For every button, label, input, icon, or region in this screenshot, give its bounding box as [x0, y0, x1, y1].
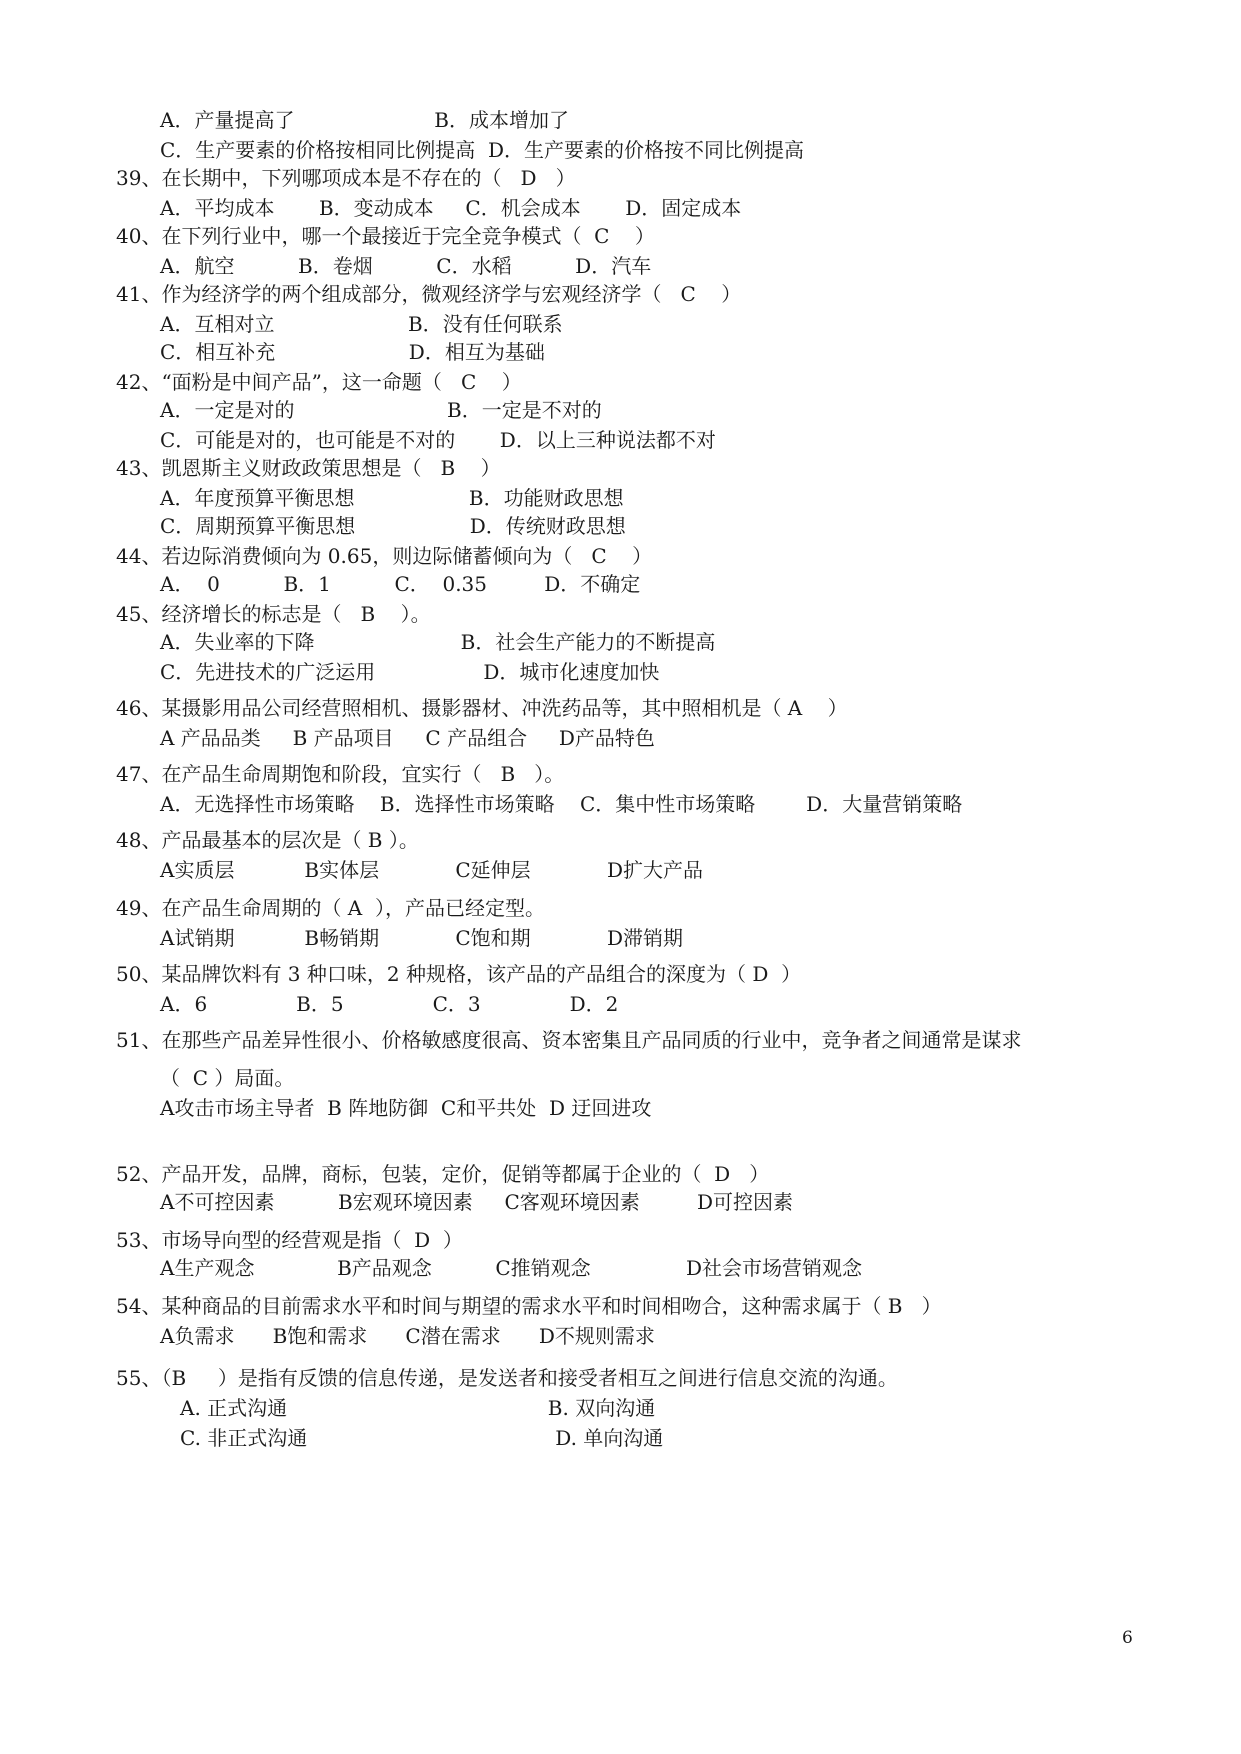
- question-52: 52、产品开发，品牌，商标，包装，定价，促销等都属于企业的（ D ）: [116, 1162, 770, 1186]
- question-41: 41、作为经济学的两个组成部分，微观经济学与宏观经济学（ C ）: [116, 282, 742, 306]
- question-46: 46、某摄影用品公司经营照相机、摄影器材、冲洗药品等，其中照相机是（ A ）: [116, 696, 848, 720]
- question-39: 39、在长期中，下列哪项成本是不存在的（ D ）: [116, 166, 576, 190]
- option-line: A．产量提高了 B．成本增加了: [160, 108, 570, 132]
- option-line: C．可能是对的，也可能是不对的 D．以上三种说法都不对: [160, 428, 716, 452]
- option-line: A．互相对立 B．没有任何联系: [160, 312, 563, 336]
- option-line: A．6 B．5 C．3 D．2: [160, 992, 619, 1016]
- question-50: 50、某品牌饮料有 3 种口味，2 种规格，该产品的产品组合的深度为（ D ）: [116, 962, 802, 986]
- option-line: A 产品品类 B 产品项目 C 产品组合 D产品特色: [160, 726, 655, 750]
- option-line: A．航空 B．卷烟 C．水稻 D．汽车: [160, 254, 652, 278]
- option-line: A负需求 B饱和需求 C潜在需求 D不规则需求: [160, 1324, 655, 1348]
- option-line: A．失业率的下降 B．社会生产能力的不断提高: [160, 630, 716, 654]
- option-line: C．生产要素的价格按相同比例提高 D．生产要素的价格按不同比例提高: [160, 138, 805, 162]
- question-47: 47、在产品生命周期饱和阶段，宜实行（ B ）。: [116, 762, 565, 786]
- option-line: C. 非正式沟通 D. 单向沟通: [180, 1426, 664, 1450]
- question-55: 55、（B ）是指有反馈的信息传递，是发送者和接受者相互之间进行信息交流的沟通。: [116, 1366, 898, 1390]
- question-49: 49、在产品生命周期的（ A ），产品已经定型。: [116, 896, 545, 920]
- question-54: 54、某种商品的目前需求水平和时间与期望的需求水平和时间相吻合，这种需求属于（ B ）: [116, 1294, 942, 1318]
- option-line: A． 0 B．1 C． 0.35 D．不确定: [160, 572, 641, 596]
- question-43: 43、凯恩斯主义财政政策思想是（ B ）: [116, 456, 501, 480]
- option-line: A．平均成本 B．变动成本 C．机会成本 D．固定成本: [160, 196, 742, 220]
- question-51-continuation: （ C ）局面。: [160, 1066, 295, 1090]
- question-45: 45、经济增长的标志是（ B ）。: [116, 602, 431, 626]
- question-48: 48、产品最基本的层次是（ B ）。: [116, 828, 419, 852]
- option-line: A．年度预算平衡思想 B．功能财政思想: [160, 486, 624, 510]
- option-line: A不可控因素 B宏观环境因素 C客观环境因素 D可控因素: [160, 1190, 794, 1214]
- question-53: 53、市场导向型的经营观是指（ D ）: [116, 1228, 463, 1252]
- page-number: 6: [1122, 1628, 1133, 1648]
- option-line: C．先进技术的广泛运用 D．城市化速度加快: [160, 660, 660, 684]
- question-44: 44、若边际消费倾向为 0.65，则边际储蓄倾向为（ C ）: [116, 544, 653, 568]
- option-line: A试销期 B畅销期 C饱和期 D滞销期: [160, 926, 683, 950]
- question-40: 40、在下列行业中，哪一个最接近于完全竞争模式（ C ）: [116, 224, 655, 248]
- option-line: A．无选择性市场策略 B．选择性市场策略 C．集中性市场策略 D．大量营销策略: [160, 792, 963, 816]
- option-line: A．一定是对的 B．一定是不对的: [160, 398, 602, 422]
- question-51: 51、在那些产品差异性很小、价格敏感度很高、资本密集且产品同质的行业中，竞争者之间通常是谋求: [116, 1028, 1022, 1052]
- question-42: 42、“面粉是中间产品”，这一命题（ C ）: [116, 370, 522, 394]
- option-line: A攻击市场主导者 B 阵地防御 C和平共处 D 迂回进攻: [160, 1096, 652, 1120]
- option-line: C．周期预算平衡思想 D．传统财政思想: [160, 514, 626, 538]
- option-line: A. 正式沟通 B. 双向沟通: [180, 1396, 656, 1420]
- option-line: A生产观念 B产品观念 C推销观念 D社会市场营销观念: [160, 1256, 863, 1280]
- option-line: C．相互补充 D．相互为基础: [160, 340, 545, 364]
- option-line: A实质层 B实体层 C延伸层 D扩大产品: [160, 858, 703, 882]
